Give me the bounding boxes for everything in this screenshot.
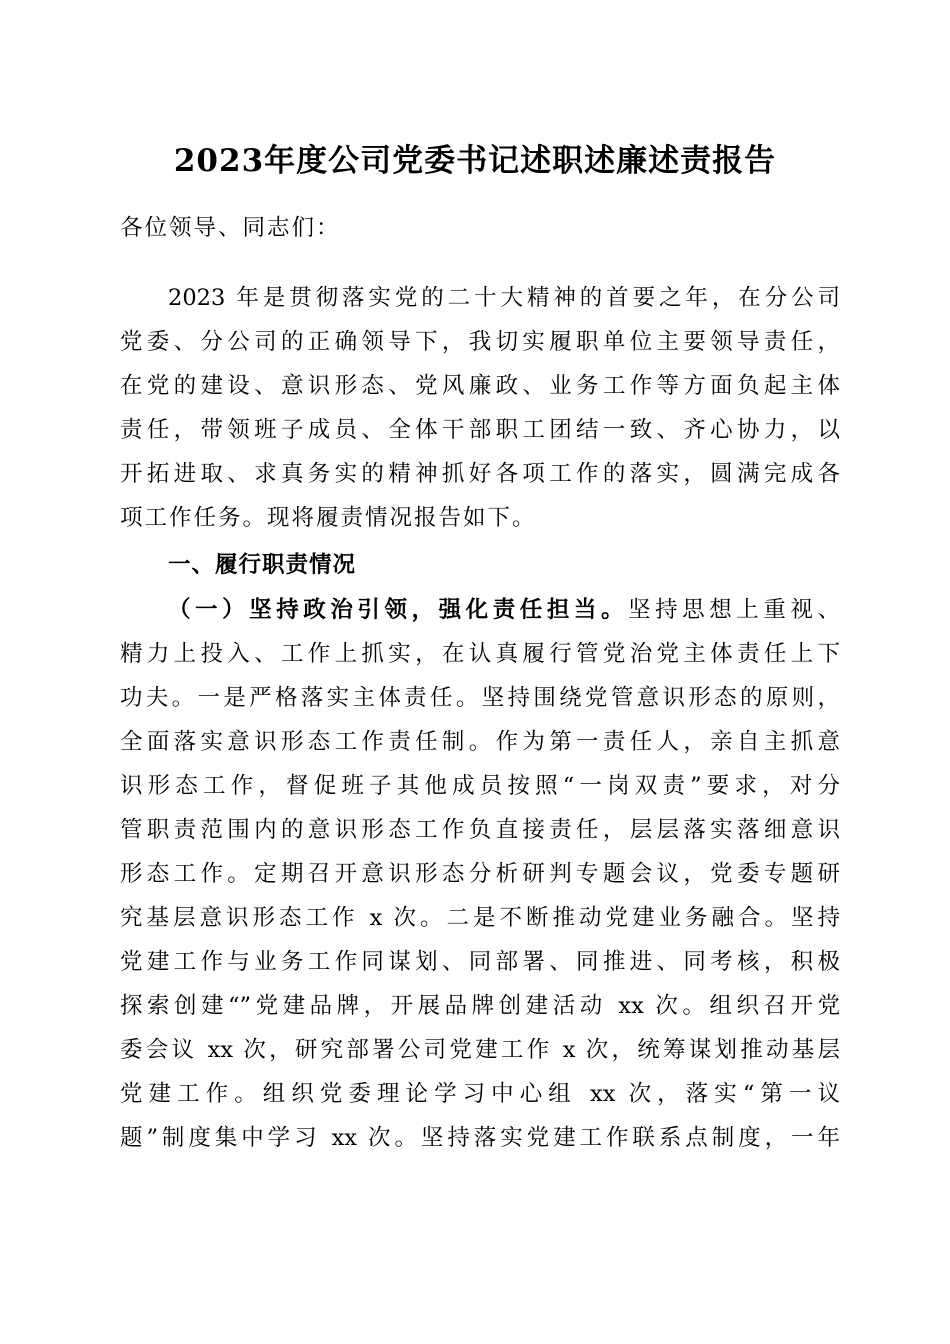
paragraph-line: 在党的建设、意识形态、党风廉政、业务工作等方面负起主体 <box>120 373 840 399</box>
subsection-paragraph <box>120 588 840 1160</box>
paragraph-line: 全面落实意识形态工作责任制。作为第一责任人，亲自主抓意 <box>120 729 840 755</box>
paragraph-line: 管职责范围内的意识形态工作负直接责任，层层落实落细意识 <box>120 817 840 843</box>
paragraph-line: 题”制度集中学习 xx 次。坚持落实党建工作联系点制度，一年 <box>120 1125 840 1151</box>
subsection-heading: （一）坚持政治引领，强化责任担当。 <box>168 597 629 623</box>
paragraph-line: 党建工作。组织党委理论学习中心组 xx 次，落实“第一议 <box>120 1081 840 1107</box>
greeting: 各位领导、同志们： <box>120 215 341 241</box>
paragraph-line: 开拓进取、求真务实的精神抓好各项工作的落实，圆满完成各 <box>120 461 840 487</box>
paragraph-line <box>120 588 840 632</box>
paragraph-text: 坚持思想上重视、 <box>628 597 840 623</box>
intro-paragraph <box>120 276 840 540</box>
document-title: 2023年度公司党委书记述职述廉述责报告 <box>173 143 777 179</box>
paragraph-line: 识形态工作，督促班子其他成员按照“一岗双责”要求，对分 <box>120 773 840 799</box>
paragraph-line: 党建工作与业务工作同谋划、同部署、同推进、同考核，积极 <box>120 949 840 975</box>
paragraph-line: 责任，带领班子成员、全体干部职工团结一致、齐心协力，以 <box>120 417 840 443</box>
paragraph-line: 形态工作。定期召开意识形态分析研判专题会议，党委专题研 <box>120 861 840 887</box>
paragraph-line: 党委、分公司的正确领导下，我切实履职单位主要领导责任， <box>120 329 840 355</box>
paragraph-line: 精力上投入、工作上抓实，在认真履行管党治党主体责任上下 <box>120 641 840 667</box>
paragraph-line: 探索创建“”党建品牌，开展品牌创建活动 xx 次。组织召开党 <box>120 993 840 1019</box>
paragraph-line: 委会议 xx 次，研究部署公司党建工作 x 次，统筹谋划推动基层 <box>120 1037 840 1063</box>
paragraph-line: 究基层意识形态工作 x 次。二是不断推动党建业务融合。坚持 <box>120 905 840 931</box>
section-heading: 一、履行职责情况 <box>168 552 357 578</box>
paragraph-line: 2023 年是贯彻落实党的二十大精神的首要之年，在分公司 <box>168 285 840 311</box>
paragraph-line: 项工作任务。现将履责情况报告如下。 <box>120 505 537 531</box>
paragraph-line: 功夫。一是严格落实主体责任。坚持围绕党管意识形态的原则， <box>120 685 840 711</box>
